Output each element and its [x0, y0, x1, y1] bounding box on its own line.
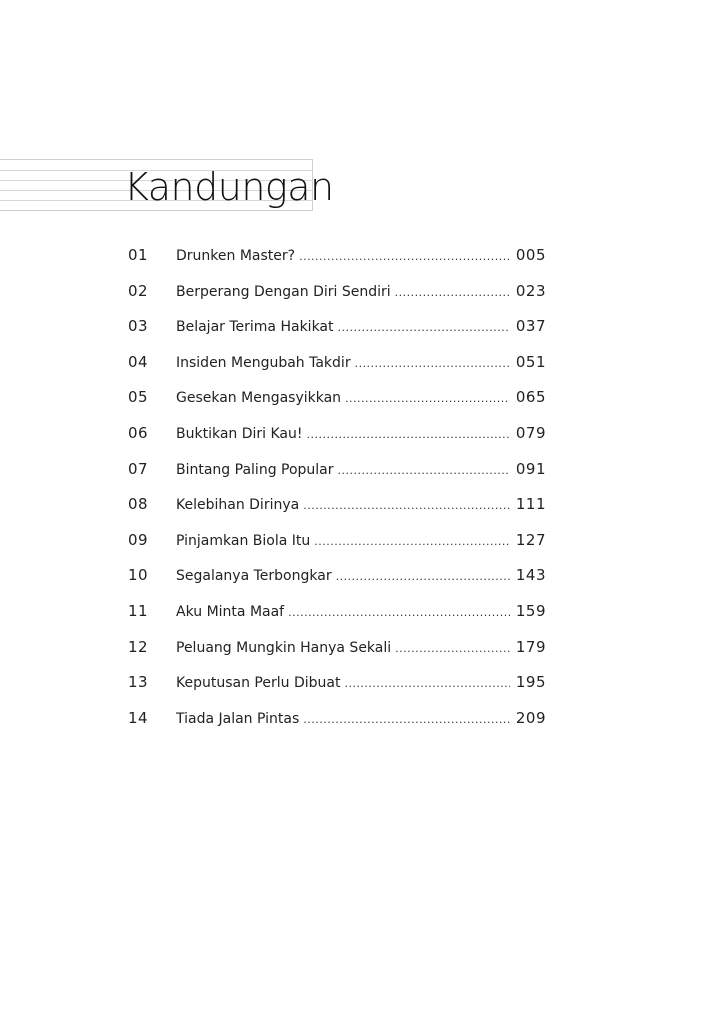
dot-leader [345, 385, 510, 413]
chapter-title: Insiden Mengubah Takdir [176, 354, 351, 371]
toc-entry[interactable] [128, 277, 546, 313]
page-number: 037 [515, 317, 546, 336]
table-of-contents [128, 241, 546, 739]
dot-leader [314, 528, 510, 556]
toc-entry[interactable] [128, 348, 546, 384]
dot-leader [303, 492, 510, 520]
toc-entry[interactable] [128, 704, 546, 740]
toc-entry[interactable] [128, 561, 546, 597]
page-number: 091 [515, 459, 546, 478]
toc-entry[interactable] [128, 490, 546, 526]
dot-leader [288, 599, 510, 627]
chapter-number: 11 [128, 601, 149, 620]
dot-leader [338, 457, 510, 485]
toc-entry[interactable] [128, 633, 546, 669]
chapter-title: Bintang Paling Popular [176, 461, 334, 478]
dot-leader [395, 279, 510, 307]
toc-entry[interactable] [128, 526, 546, 562]
chapter-number: 05 [128, 388, 149, 407]
toc-entry[interactable] [128, 455, 546, 491]
page-number: 143 [515, 566, 546, 585]
page-number: 005 [515, 246, 546, 264]
page-number: 023 [515, 281, 546, 300]
page-number: 179 [515, 637, 546, 656]
chapter-number: 07 [128, 459, 149, 478]
toc-entry[interactable] [128, 312, 546, 348]
dot-leader [299, 243, 510, 271]
dot-leader [303, 706, 510, 734]
chapter-number: 13 [128, 673, 149, 692]
chapter-title: Buktikan Diri Kau! [176, 425, 303, 442]
page-number: 111 [515, 495, 546, 514]
chapter-title: Drunken Master? [176, 248, 296, 264]
page-number: 051 [515, 352, 546, 371]
chapter-title: Keputusan Perlu Dibuat [176, 675, 341, 692]
chapter-number: 09 [128, 530, 149, 549]
dot-leader [395, 635, 510, 663]
toc-entry[interactable] [128, 383, 546, 419]
page-number: 209 [515, 708, 546, 727]
dot-leader [338, 314, 510, 342]
chapter-number: 10 [128, 566, 149, 585]
chapter-title: Segalanya Terbongkar [176, 568, 332, 585]
chapter-number: 02 [128, 281, 149, 300]
dot-leader [355, 350, 510, 378]
chapter-number: 14 [128, 708, 149, 727]
chapter-number: 03 [128, 317, 149, 336]
chapter-number: 06 [128, 423, 149, 442]
page-number: 159 [515, 601, 546, 620]
page-number: 195 [515, 673, 546, 692]
chapter-title: Gesekan Mengasyikkan [176, 390, 342, 407]
chapter-title: Berperang Dengan Diri Sendiri [176, 283, 391, 300]
page-number: 065 [515, 388, 546, 407]
toc-entry[interactable] [128, 241, 546, 277]
toc-entry[interactable] [128, 668, 546, 704]
chapter-number: 01 [128, 246, 149, 264]
chapter-title: Tiada Jalan Pintas [176, 710, 300, 727]
toc-entry[interactable] [128, 419, 546, 455]
chapter-number: 12 [128, 637, 149, 656]
chapter-number: 04 [128, 352, 149, 371]
chapter-title: Peluang Mungkin Hanya Sekali [176, 639, 392, 656]
chapter-title: Belajar Terima Hakikat [176, 319, 334, 336]
chapter-title: Pinjamkan Biola Itu [176, 532, 311, 549]
chapter-title: Aku Minta Maaf [176, 603, 285, 620]
dot-leader [344, 670, 509, 698]
page-title: Kandungan [124, 165, 334, 209]
dot-leader [307, 421, 510, 449]
page-number: 127 [515, 530, 546, 549]
dot-leader [336, 563, 510, 591]
page-number: 079 [515, 423, 546, 442]
chapter-number: 08 [128, 495, 149, 514]
chapter-title: Kelebihan Dirinya [176, 497, 300, 514]
toc-entry[interactable] [128, 597, 546, 633]
